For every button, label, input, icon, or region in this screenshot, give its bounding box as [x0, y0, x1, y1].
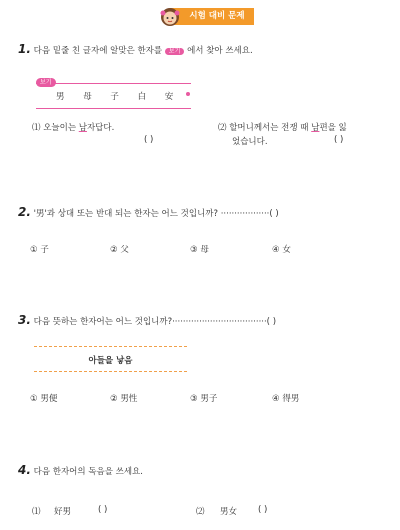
q4-item-2-answer[interactable]: ( ) — [258, 505, 268, 515]
question-1 — [18, 42, 388, 56]
meaning-text: 아들을 낳음 — [88, 356, 133, 366]
item-1-text-pre: ⑴ 오늘이는 — [32, 123, 79, 133]
question-number: 3. — [18, 313, 31, 327]
item-2-line-2: 었습니다. — [232, 137, 268, 147]
q4-item-2-word: 男女 — [220, 507, 238, 517]
q1-item-2 — [218, 121, 388, 133]
example-box-label: 보기 — [36, 78, 56, 87]
meaning-top-rule — [34, 346, 187, 347]
meaning-bottom-rule — [34, 371, 187, 372]
question-text-after: 에서 찾아 쓰세요. — [187, 46, 253, 56]
question-text: 다음 한자어의 독음을 쓰세요. — [33, 467, 143, 477]
q4-item-1-answer[interactable]: ( ) — [98, 505, 108, 515]
q1-answer-1[interactable]: ( ) — [144, 135, 154, 145]
q1-answer-2[interactable]: ( ) — [334, 135, 344, 145]
q2-option-4[interactable]: ④ 女 — [272, 245, 291, 255]
question-number: 4. — [18, 463, 31, 477]
question-text: 다음 뜻하는 한자어는 어느 것입니까?···································( ) — [33, 317, 277, 327]
q4-item-1-word: 好男 — [54, 507, 72, 517]
question-3 — [18, 313, 393, 327]
question-4 — [18, 463, 393, 477]
hanja-list: 男 母 子 白 安 — [56, 92, 182, 102]
item-2-text-pre: ⑵ 할머니께서는 전쟁 때 — [218, 123, 312, 133]
question-text: '男'과 상대 또는 반대 되는 한자는 어느 것입니까? ··················( ) — [33, 209, 279, 219]
question-number: 2. — [18, 205, 31, 219]
question-number: 1. — [18, 42, 31, 56]
q1-item-1 — [32, 121, 114, 133]
q3-option-4[interactable]: ④ 得男 — [272, 394, 300, 404]
q3-option-3[interactable]: ③ 男子 — [190, 394, 218, 404]
q4-item-1-number: ⑴ — [32, 507, 41, 517]
q2-option-2[interactable]: ② 父 — [110, 245, 129, 255]
example-box — [36, 78, 191, 104]
mascot-icon — [158, 4, 182, 28]
q4-item-2-number: ⑵ — [196, 507, 205, 517]
item-2-underlined: 남 — [311, 123, 320, 133]
q3-option-1[interactable]: ① 男便 — [30, 394, 58, 404]
question-2 — [18, 205, 393, 219]
q2-option-3[interactable]: ③ 母 — [190, 245, 209, 255]
item-2-text-post: 편을 잃 — [319, 123, 347, 133]
item-1-underlined: 남 — [78, 123, 87, 133]
q2-option-1[interactable]: ① 子 — [30, 245, 49, 255]
item-1-text-post: 자답다. — [86, 123, 115, 133]
section-title: 시험 대비 문제 — [189, 11, 245, 21]
example-badge: 보기 — [165, 48, 185, 55]
section-title-tag — [170, 8, 254, 25]
question-text: 다음 밑줄 친 글자에 알맞은 한자를 — [33, 46, 163, 56]
box-end-dot — [186, 92, 190, 96]
q3-option-2[interactable]: ② 男性 — [110, 394, 138, 404]
